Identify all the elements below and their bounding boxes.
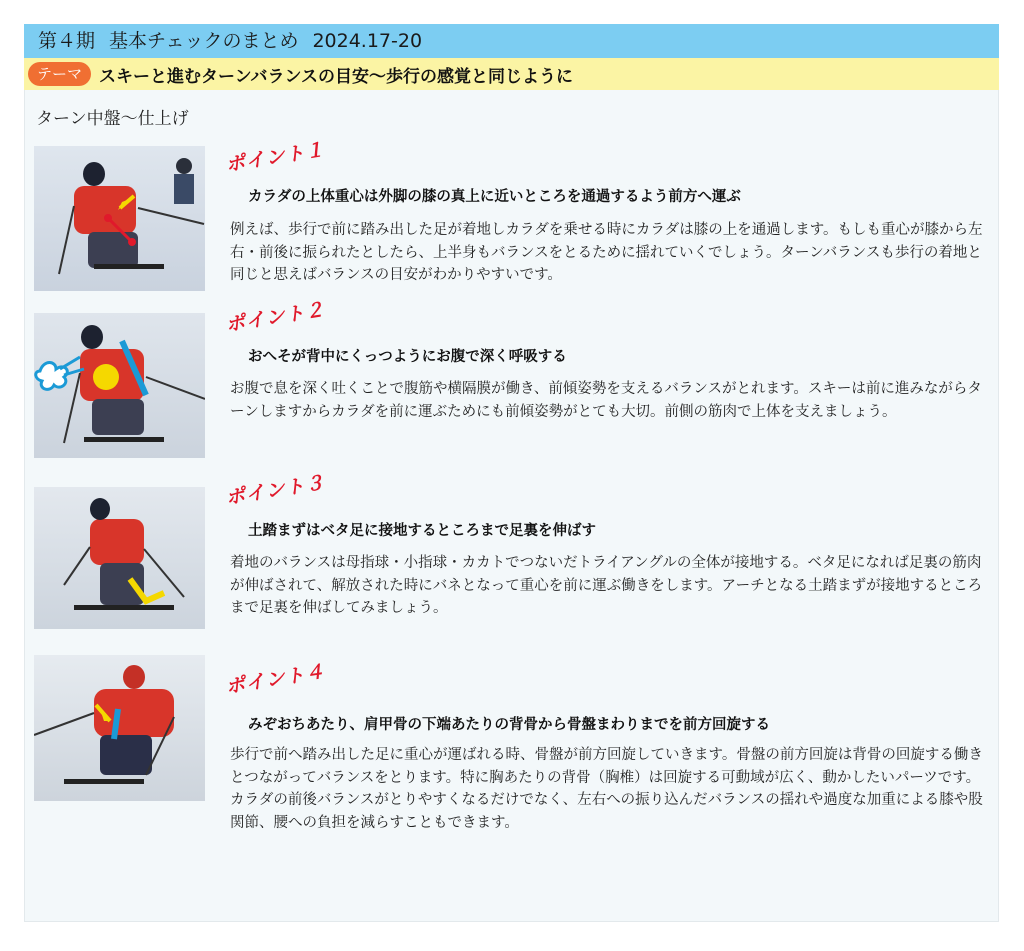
- issue-number: 第４期: [38, 30, 96, 52]
- section-title: ターン中盤〜仕上げ: [36, 109, 189, 129]
- point-3-body: 着地のバランスは母指球・小指球・カカトでつないだトライアングルの全体が接地する。ベタ足になれば足裏の筋肉が伸ばされて、解放された時にバネとなって重心を前に運ぶ働きをします。アーチとなる土踏まずが接地するところまで足裏を伸ばしてみましょう。: [230, 555, 983, 616]
- point-4-body: 歩行で前へ踏み出した足に重心が運ばれる時、骨盤が前方回旋していきます。骨盤の前方回旋は背骨の回旋する働きとつながってバランスをとります。特に胸あたりの背骨（胸椎）は回旋する可動域が広く、動かしたいパーツです。カラダの前後バランスがとりやすくなるだけでなく、左右への振り込んだバランスの揺れや過度な加重による膝や股関節、腰への負担を減らすこともできます。: [230, 747, 983, 831]
- point-1-heading: カラダの上体重心は外脚の膝の真上に近いところを通過するよう前方へ運ぶ: [248, 189, 741, 205]
- point-3-heading: 土踏まずはベタ足に接地するところまで足裏を伸ばす: [248, 523, 596, 539]
- point-4-label: ポイント４: [224, 660, 327, 699]
- theme-badge: テーマ: [28, 62, 91, 86]
- skier-photo-3: [34, 487, 205, 629]
- theme-bar: [24, 58, 999, 90]
- issue-date: 2024.17-20: [312, 30, 423, 52]
- point-2-heading: おへそが背中にくっつようにお腹で深く呼吸する: [248, 349, 567, 365]
- skier-photo-4: [34, 655, 205, 801]
- point-2-label: ポイント２: [224, 298, 327, 337]
- theme-title: スキーと進むターンバランスの目安〜歩行の感覚と同じように: [99, 66, 573, 87]
- point-3-label: ポイント３: [224, 471, 327, 510]
- point-4-heading: みぞおちあたり、肩甲骨の下端あたりの背骨から骨盤まわりまでを前方回旋する: [248, 717, 770, 733]
- point-1-body: 例えば、歩行で前に踏み出した足が着地しカラダを乗せる時にカラダは膝の上を通過します。もしも重心が膝から左右・前後に振られたとしたら、上半身もバランスをとるために揺れていくでしょう。ターンバランスも歩行の着地と同じと思えばバランスの目安がわかりやすいです。: [230, 222, 983, 283]
- skier-photo-1: [34, 146, 205, 291]
- header-bar: [24, 24, 999, 58]
- point-1-label: ポイント１: [224, 138, 327, 177]
- point-2-body: お腹で息を深く吐くことで腹筋や横隔膜が働き、前傾姿勢を支えるバランスがとれます。スキーは前に進みながらターンしますからカラダを前に運ぶためにも前傾姿勢がとても大切。前側の筋肉で上体を支えましょう。: [230, 381, 982, 420]
- skier-photo-2: [34, 313, 205, 458]
- page-title: 基本チェックのまとめ: [109, 30, 299, 52]
